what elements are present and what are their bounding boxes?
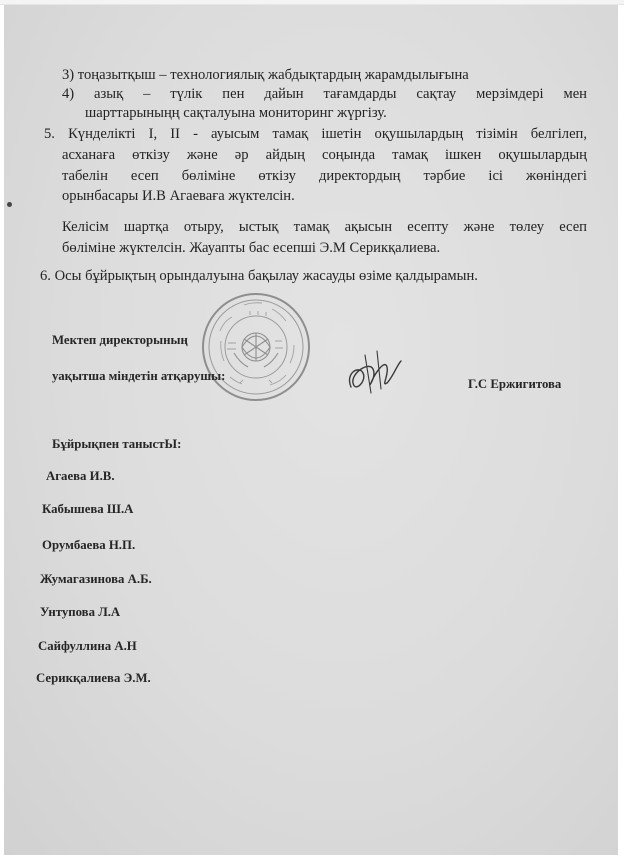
acquainted-name: Агаева И.В.: [46, 469, 115, 483]
item-5-line-1: 5. Күнделікті I, II - ауысым тамақ ішетін оқушылардың тізімін белгілеп,: [44, 126, 587, 142]
paragraph-line-1: Келісім шартқа отыру, ыстық тамақ ақысын есепту және төлеу есеп: [62, 219, 587, 235]
item-3: 3) тоңазытқыш – технологиялық жабдықтардың жарамдылығына: [62, 67, 469, 83]
item-5-line-4: орынбасары И.В Агаеваға жүктелсін.: [62, 188, 295, 204]
acquainted-name: Унтупова Л.А: [40, 605, 121, 619]
official-seal: [200, 291, 312, 403]
signatory-role-line-2: уақытша міндетін атқарушы:: [52, 369, 226, 383]
acquainted-name: Жумагазинова А.Б.: [40, 572, 152, 586]
document-page: [4, 5, 618, 855]
signatory-role-line-1: Мектеп директорының: [52, 333, 188, 347]
acquainted-name: Сайфуллина А.Н: [38, 639, 137, 653]
handwritten-signature: [341, 343, 411, 403]
paragraph-line-2: бөліміне жүктелсін. Жауапты бас есепші Э.М Серикқалиева.: [62, 240, 441, 256]
item-6: 6. Осы бұйрықтың орындалуына бақылау жасауды өзіме қалдырамын.: [40, 268, 478, 284]
acquainted-heading: Бұйрықпен таныстЫ:: [52, 437, 182, 451]
acquainted-name: Кабышева Ш.А: [42, 502, 134, 516]
item-4-line-2: шарттарыныңң сақталуына мониторинг жүргізу.: [85, 105, 387, 121]
signatory-name: Г.С Ержигитова: [468, 377, 562, 391]
bullet-mark: [7, 202, 12, 207]
acquainted-name: Орумбаева Н.П.: [42, 538, 136, 552]
item-5-line-3: табелін есеп бөліміне өткізу директордың тәрбие ісі жөніндегі: [62, 168, 587, 184]
item-4-line-1: 4) азық – түлік пен дайын тағамдарды сақтау мерзімдері мен: [62, 86, 587, 102]
acquainted-name: Серикқалиева Э.М.: [36, 671, 151, 685]
item-5-line-2: асханаға өткізу және әр айдың соңында тамақ ішкен оқушылардың: [62, 147, 587, 163]
